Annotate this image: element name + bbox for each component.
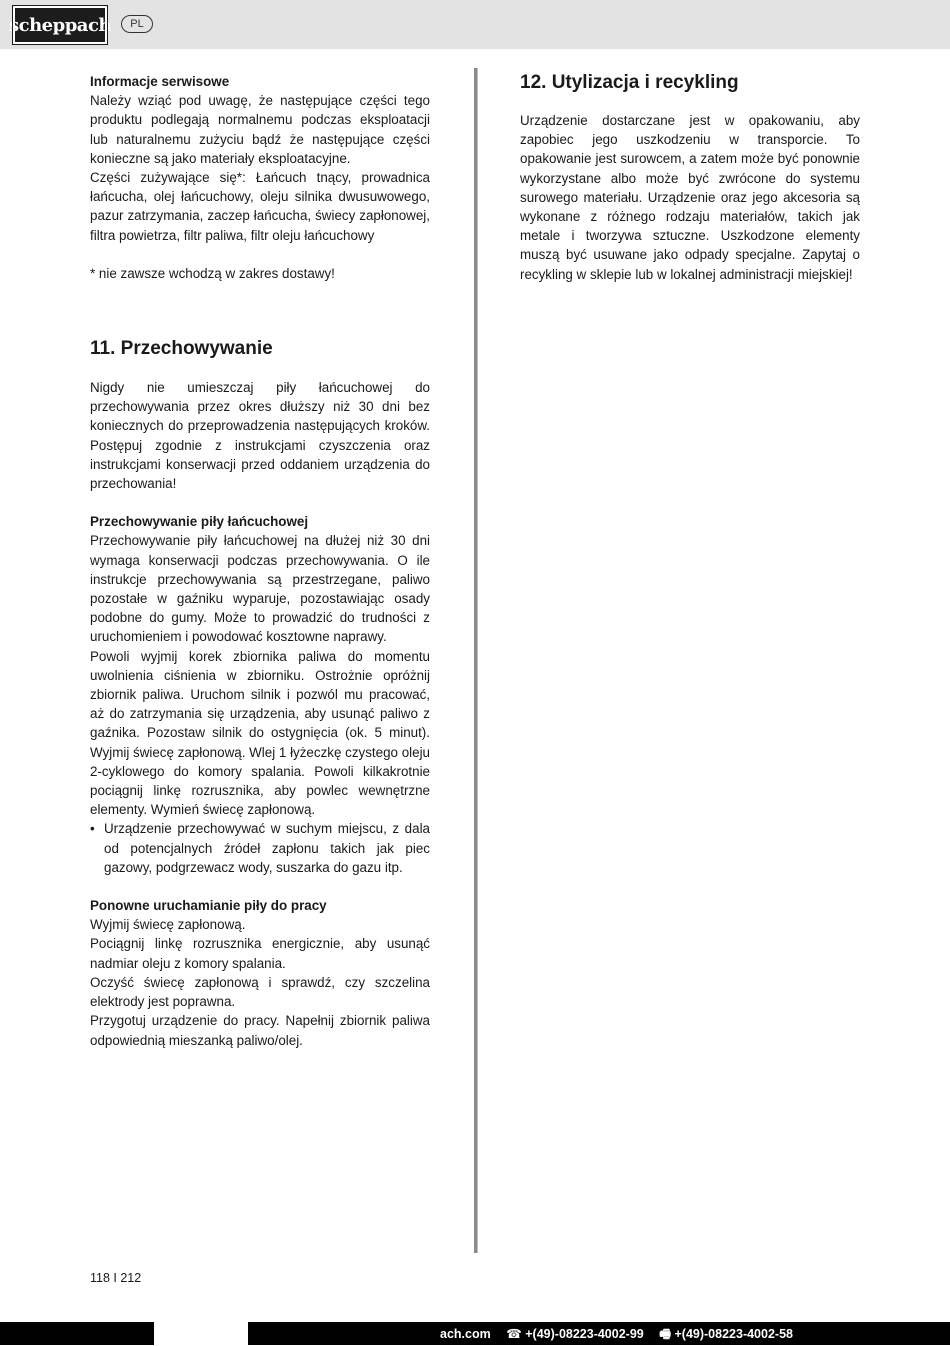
restart-step-3: Oczyść świecę zapłonową i sprawdź, czy szczelina elektrody jest poprawna. bbox=[90, 974, 430, 1010]
language-badge: PL bbox=[121, 15, 153, 33]
column-divider bbox=[474, 68, 477, 1253]
restart-title: Ponowne uruchamianie piły do pracy bbox=[90, 898, 327, 914]
chainsaw-storage-paragraph-1: Przechowywanie piły łańcuchowej na dłużej niż 30 dni wymaga konserwacji podczas przechowywania. O ile instrukcje przechowywania są przestrzegane, paliwo pozostałe w gaźniku wyparuje, pozostawiając osady podobne do gumy. Może to prowadzić do trudności z uruchomieniem i powodować kosztowne naprawy. bbox=[90, 533, 430, 645]
service-info-paragraph: Należy wziąć pod uwagę, że następujące części tego produktu podlegają normalnemu podczas eksploatacji lub naturalnemu zużyciu bądź że następujące części konieczne są jako materiały eksploatacyjne. bbox=[90, 93, 430, 166]
storage-intro: Nigdy nie umieszczaj piły łańcuchowej do przechowywania przez okres dłuższy niż 30 dni bez koniecznych do przeprowadzenia następujących kroków. Postępuj zgodnie z instrukcjami czyszczenia oraz instrukcjami konserwacji przed oddaniem urządzenia do przechowania! bbox=[90, 380, 430, 492]
chainsaw-storage-paragraph-2: Powoli wyjmij korek zbiornika paliwa do momentu uwolnienia ciśnienia w zbiorniku. Ostrożnie opróżnij zbiornik paliwa. Uruchom silnik i pozwól mu pracować, aż do zatrzymania się urządzenia, aby usunąć paliwo z gaźnika. Pozostaw silnik do ostygnięcia (ok. 5 minut). Wyjmij świecę zapłonową. Wlej 1 łyżeczkę czystego oleju 2-cyklowego do komory spalania. Powoli kilkakrotnie pociągnij linkę rozrusznika, aby powlec wewnętrzne elementy. Wymień świecę zapłonową. bbox=[90, 648, 430, 818]
wear-parts-paragraph: Części zużywające się*: Łańcuch tnący, prowadnica łańcucha, olej łańcuchowy, oleju silnika dwusuwowego, pazur zatrzymania, zaczep łańcucha, świecy zapłonowej, filtra powietrza, filtr paliwa, filtr oleju łańcuchowy bbox=[90, 170, 430, 243]
page-footer bbox=[0, 1322, 950, 1345]
restart-step-4: Przygotuj urządzenie do pracy. Napełnij zbiornik paliwa odpowiednią mieszanką paliwo/olej. bbox=[90, 1013, 430, 1048]
footer-contact bbox=[440, 1325, 805, 1346]
brand-logo: scheppach bbox=[13, 6, 107, 44]
disposal-paragraph: Urządzenie dostarczane jest w opakowaniu, aby zapobiec jego uszkodzeniu w transporcie. To opakowanie jest surowcem, a zatem może być ponownie wykorzystane albo może być zwrócone do systemu surowego materiału. Urządzenie oraz jego akcesoria są wykonane z różnego rodzaju materiałów, takich jak metale i tworzywa sztuczne. Uszkodzone elementy muszą być usuwane jako odpady specjalne. Zapytaj o recykling w sklepie lub w lokalnej administracji miejskiej! bbox=[520, 113, 860, 282]
delivery-note: * nie zawsze wchodzą w zakres dostawy! bbox=[90, 265, 335, 281]
restart-step-1: Wyjmij świecę zapłonową. bbox=[90, 917, 246, 933]
footer-website: ach.com bbox=[440, 1327, 491, 1341]
storage-bullet: • Urządzenie przechowywać w suchym miejscu, z dala od potencjalnych źródeł zapłonu takich jak piec gazowy, podgrzewacz wody, suszarka do gazu itp. bbox=[90, 819, 430, 877]
footer-gap bbox=[154, 1322, 248, 1345]
disposal-section bbox=[520, 72, 860, 284]
section-11-title: 11. Przechowywanie bbox=[90, 338, 273, 359]
page-header bbox=[0, 0, 950, 49]
service-info-title: Informacje serwisowe bbox=[90, 74, 230, 89]
service-info-section bbox=[90, 72, 430, 283]
restart-step-2: Pociągnij linkę rozrusznika energicznie, aby usunąć nadmiar oleju z komory spalania. bbox=[90, 936, 430, 971]
footer-phone: ☎ +(49)-08223-4002-99 bbox=[506, 1327, 644, 1341]
storage-section bbox=[90, 338, 430, 1050]
footer-fax: 🖷 +(49)-08223-4002-58 bbox=[659, 1327, 793, 1341]
section-12-title: 12. Utylizacja i recykling bbox=[520, 72, 739, 93]
chainsaw-storage-title: Przechowywanie piły łańcuchowej bbox=[90, 514, 309, 530]
page-number: 118 I 212 bbox=[90, 1271, 142, 1285]
